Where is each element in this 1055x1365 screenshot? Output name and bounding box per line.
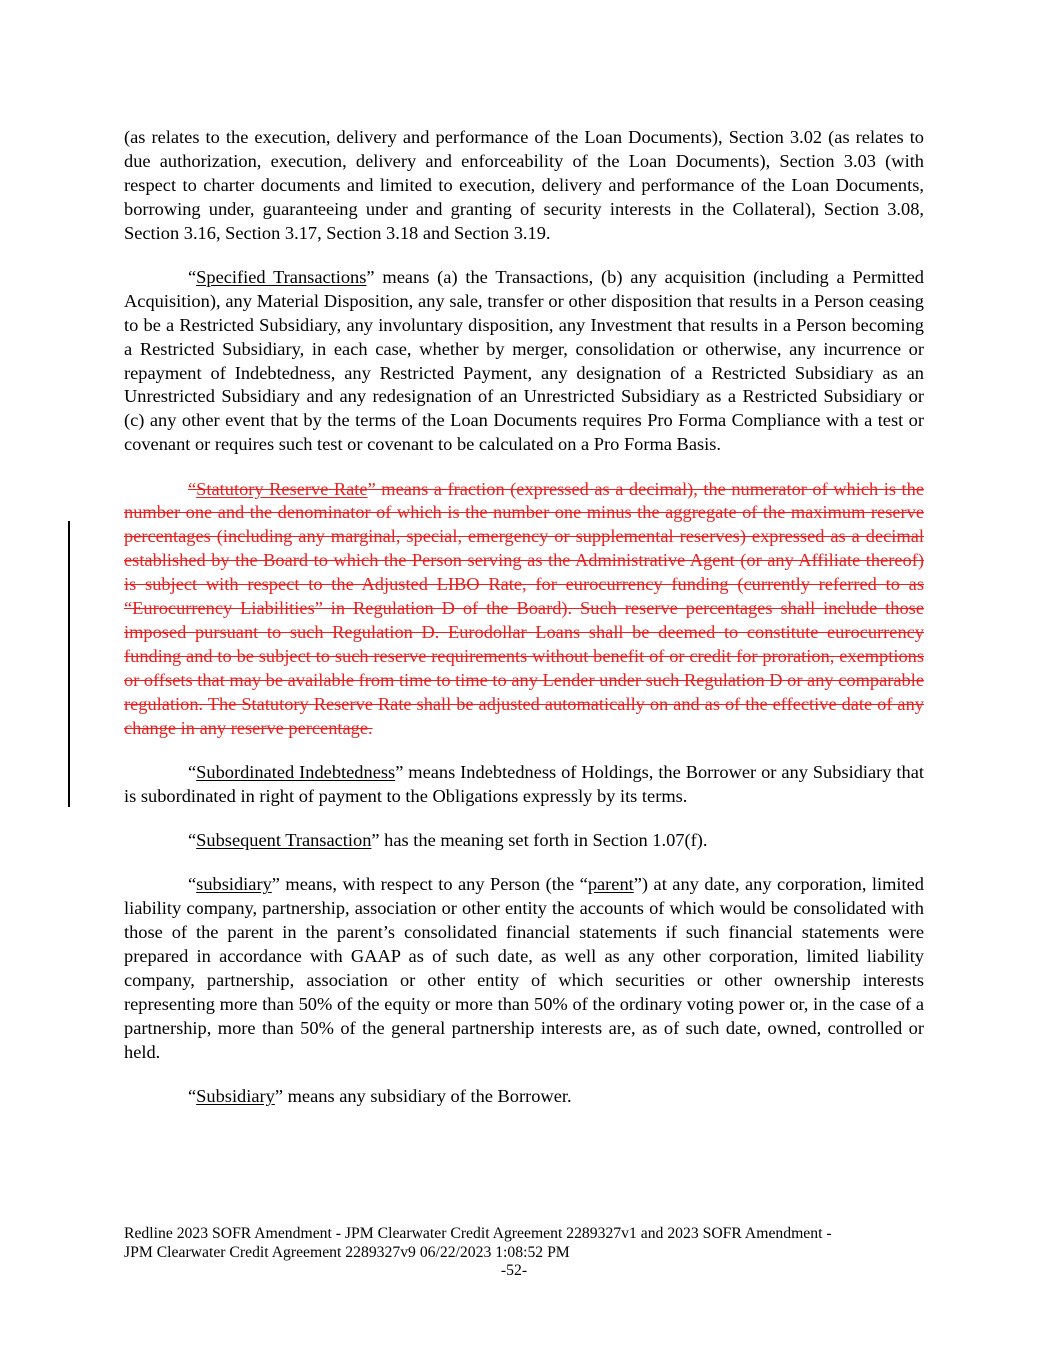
footer-line-1: Redline 2023 SOFR Amendment - JPM Clearwater Credit Agreement 2289327v1 and 2023 SOFR Amendment - — [124, 1225, 832, 1242]
page-footer — [124, 1225, 924, 1281]
document-body — [124, 126, 924, 1129]
defined-term: Statutory Reserve Rate — [196, 478, 368, 499]
change-bar — [68, 521, 70, 807]
open-quote: “ — [188, 830, 197, 851]
open-quote: “ — [188, 874, 197, 895]
definition-text: ” means any subsidiary of the Borrower. — [274, 1086, 572, 1107]
definition-subordinated-indebtedness — [124, 761, 924, 809]
defined-term: Subsequent Transaction — [196, 830, 372, 851]
defined-term: Subordinated Indebtedness — [196, 761, 396, 782]
definition-text: ” has the meaning set forth in Section 1.07(f). — [371, 830, 708, 851]
defined-term: subsidiary — [196, 874, 272, 895]
page-number: -52- — [500, 1262, 528, 1280]
paragraph-continuation: (as relates to the execution, delivery and performance of the Loan Documents), Section 3.02 (as relates to due authorization, execution, delivery and enforceability of the Loan Documents), Section 3.03 (with respect to charter documents and limited to execution, delivery and performance of the Loan Documents, borrowing under, guaranteeing under and granting of security interests in the Collateral), Section 3.08, Section 3.16, Section 3.17, Section 3.18 and Section 3.19. — [124, 127, 924, 243]
definition-text: ” means a fraction (expressed as a decimal), the numerator of which is the number one and the denominator of which is the number one minus the aggregate of the maximum reserve percentages (including any marginal, special, emergency or supplemental reserves) expressed as a decimal established by the Board to which the Person serving as the Administrative Agent (or any Affiliate thereof) is subject with respect to the Adjusted LIBO Rate, for eurocurrency funding (currently referred to as “Eurocurrency Liabilities” in Regulation D of the Board). Such reserve percentages shall include those imposed pursuant to such Regulation D. Eurodollar Loans shall be deemed to constitute eurocurrency funding and to be subject to such reserve requirements without benefit of or credit for proration, exemptions or offsets that may be available from time to time to any Lender under such Regulation D or any comparable regulation. The Statutory Reserve Rate shall be adjusted automatically on and as of the effective date of any change in any reserve percentage. — [124, 478, 924, 738]
definition-subsidiary-lowercase — [124, 873, 924, 1064]
defined-term: Specified Transactions — [196, 266, 367, 287]
open-quote: “ — [188, 266, 197, 287]
definition-subsequent-transaction — [124, 829, 924, 853]
definition-text: ” means Indebtedness of Holdings, the Borrower or any Subsidiary that is subordinated in right of payment to the Obligations expressly by its terms. — [124, 761, 924, 806]
defined-term-parent: parent — [587, 874, 634, 895]
open-quote: “ — [188, 1086, 197, 1107]
defined-term: Subsidiary — [196, 1086, 275, 1107]
open-quote: “ — [188, 761, 197, 782]
footer-line-2: JPM Clearwater Credit Agreement 2289327v9 06/22/2023 1:08:52 PM — [124, 1243, 570, 1261]
definition-specified-transactions — [124, 266, 924, 457]
definition-text: ” means (a) the Transactions, (b) any acquisition (including a Permitted Acquisition), any Material Disposition, any sale, transfer or other disposition that results in a Person ceasing to be a Restricted Subsidiary, any involuntary disposition, any Investment that results in a Person becoming a Restricted Subsidiary, in each case, whether by merger, consolidation or otherwise, any incurrence or repayment of Indebtedness, any Restricted Payment, any designation of a Restricted Subsidiary as an Unrestricted Subsidiary and any redesignation of an Unrestricted Subsidiary as a Restricted Subsidiary or (c) any other event that by the terms of the Loan Documents requires Pro Forma Compliance with a test or covenant or requires such test or covenant to be calculated on a Pro Forma Basis. — [124, 266, 924, 455]
definition-subsidiary — [124, 1085, 924, 1109]
open-quote: “ — [188, 478, 197, 499]
definition-text: ” means, with respect to any Person (the “ — [271, 874, 588, 895]
deleted-definition-statutory-reserve-rate — [124, 478, 924, 741]
definition-text-continued: ”) at any date, any corporation, limited liability company, partnership, association or other entity the accounts of which would be consolidated with those of the parent in the parent’s consolidated financial statements if such financial statements were prepared in accordance with GAAP as of such date, as well as any other corporation, limited liability company, partnership, association or other entity of which securities or other ownership interests representing more than 50% of the equity or more than 50% of the ordinary voting power or, in the case of a partnership, more than 50% of the general partnership interests are, as of such date, owned, controlled or held. — [124, 874, 925, 1062]
